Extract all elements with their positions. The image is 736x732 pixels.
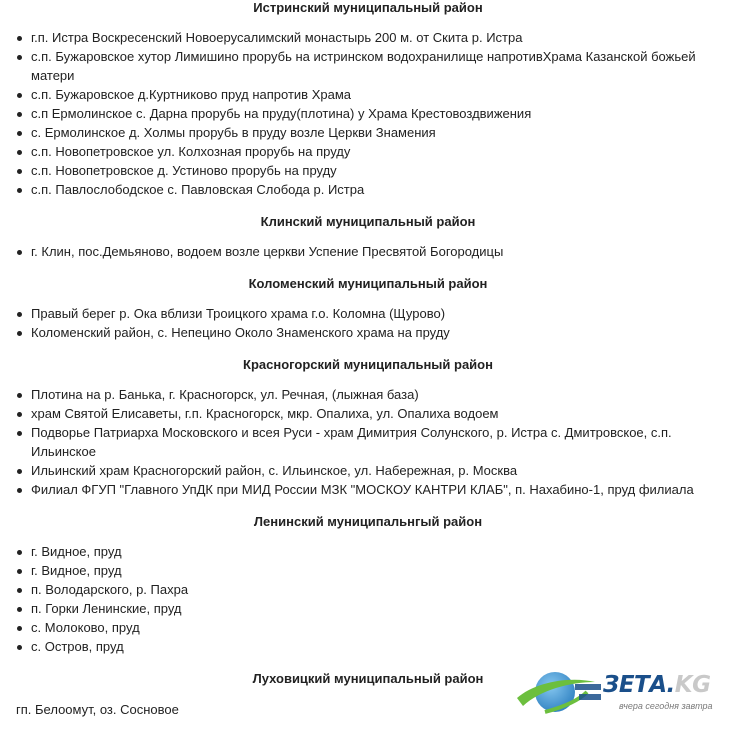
list-item: с.п. Новопетровское ул. Колхозная прорубь на пруду (0, 142, 736, 161)
list-item: Правый берег р. Ока вблизи Троицкого храма г.о. Коломна (Щурово) (0, 304, 736, 323)
brand-main: ЗЕТА. (603, 672, 675, 698)
section-kolomna (0, 274, 736, 342)
location-list (0, 542, 736, 656)
list-item: Филиал ФГУП "Главного УпДК при МИД России МЗК "МОСКОУ КАНТРИ КЛАБ", п. Нахабино-1, пруд филиала (0, 480, 736, 499)
list-item: г. Видное, пруд (0, 542, 736, 561)
list-item: с. Молоково, пруд (0, 618, 736, 637)
brand-tagline: вчера сегодня завтра (619, 701, 713, 711)
brand-suffix: KG (674, 672, 711, 698)
list-item: с. Остров, пруд (0, 637, 736, 656)
section-title: Луховицкий муниципальный район (252, 671, 484, 686)
list-item: Подворье Патриарха Московского и всея Руси - храм Димитрия Солунского, р. Истра с. Дмитровское, с.п. Ильинское (0, 423, 736, 461)
list-item: с.п. Бужаровское д.Куртниково пруд напротив Храма (0, 85, 736, 104)
location-list (0, 304, 736, 342)
section-leninsky (0, 512, 736, 656)
section-klin (0, 212, 736, 261)
location-list (0, 242, 736, 261)
plain-line: гп. Белоомут, оз. Сосновое (16, 702, 179, 717)
location-list (0, 28, 736, 199)
section-title: Красногорский муниципальный район (243, 357, 493, 372)
section-title: Клинский муниципальный район (260, 214, 476, 229)
list-item: с.п. Бужаровское хутор Лимишино прорубь на истринском водохранилище напротивХрама Казанской божьей матери (0, 47, 736, 85)
list-item: храм Святой Елисаветы, г.п. Красногорск, мкр. Опалиха, ул. Опалиха водоем (0, 404, 736, 423)
list-item: Коломенский район, с. Непецино Около Знаменского храма на пруду (0, 323, 736, 342)
section-krasnogorsk (0, 355, 736, 499)
section-title: Коломенский муниципальный район (248, 276, 488, 291)
list-item: с.п. Павлослободское с. Павловская Слобода р. Истра (0, 180, 736, 199)
list-item: с. Ермолинское д. Холмы прорубь в пруду возле Церкви Знамения (0, 123, 736, 142)
list-item: с.п. Новопетровское д. Устиново прорубь на пруду (0, 161, 736, 180)
section-title: Ленинский муниципальнгый район (253, 514, 483, 529)
section-lukhovitsy (0, 669, 736, 719)
list-item: г. Видное, пруд (0, 561, 736, 580)
location-list (0, 385, 736, 499)
section-title: Истринский муниципальный район (253, 0, 483, 15)
list-item: г. Клин, пос.Демьяново, водоем возле церкви Успение Пресвятой Богородицы (0, 242, 736, 261)
list-item: с.п Ермолинское с. Дарна прорубь на пруду(плотина) у Храма Крестовоздвижения (0, 104, 736, 123)
section-istra (0, 0, 736, 199)
list-item: Ильинский храм Красногорский район, с. Ильинское, ул. Набережная, р. Москва (0, 461, 736, 480)
list-item: п. Горки Ленинские, пруд (0, 599, 736, 618)
list-item: п. Володарского, р. Пахра (0, 580, 736, 599)
list-item: Плотина на р. Банька, г. Красногорск, ул. Речная, (лыжная база) (0, 385, 736, 404)
list-item: г.п. Истра Воскресенский Новоерусалимский монастырь 200 м. от Скита р. Истра (0, 28, 736, 47)
